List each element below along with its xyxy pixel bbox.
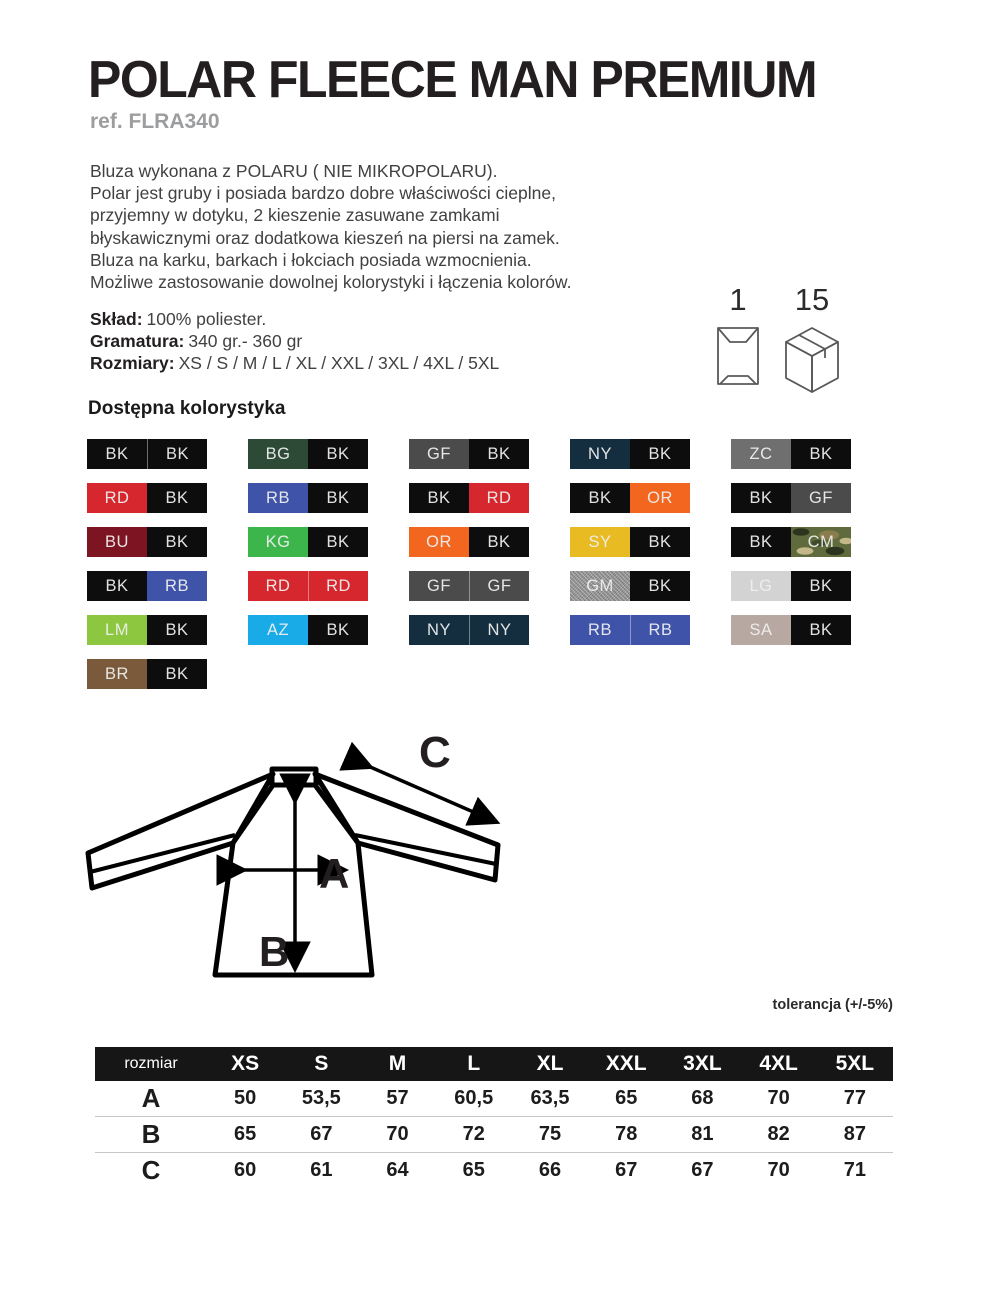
size-col-header: L — [436, 1047, 512, 1081]
color-swatch: BK — [791, 615, 851, 645]
measure-value: 64 — [386, 1159, 409, 1181]
measure-value: 61 — [310, 1159, 333, 1181]
color-swatch: RB — [630, 615, 690, 645]
color-swatch-pair — [248, 527, 368, 557]
color-swatch: RD — [469, 483, 529, 513]
measure-value: 50 — [207, 1081, 283, 1117]
measure-value: 68 — [664, 1081, 740, 1117]
size-col-header: XL — [512, 1047, 588, 1081]
color-swatch-pair — [570, 615, 690, 645]
color-swatch: KG — [248, 527, 308, 557]
color-swatch-pair — [731, 571, 851, 601]
jacket-measurement-diagram — [75, 712, 520, 992]
color-swatch-pair — [731, 483, 851, 513]
size-table — [95, 1047, 893, 1188]
color-swatch-pair — [87, 483, 207, 513]
packaging-box — [783, 283, 841, 394]
measure-value: 53,5 — [283, 1081, 359, 1117]
measure-label: A — [95, 1081, 207, 1117]
color-swatch-pair — [570, 483, 690, 513]
color-swatch-pair — [248, 483, 368, 513]
color-swatch: BK — [308, 439, 368, 469]
color-swatch: BK — [87, 439, 147, 469]
page-title: POLAR FLEECE MAN PREMIUM — [88, 51, 817, 109]
size-col-header: 4XL — [741, 1047, 817, 1081]
color-swatch-pair — [409, 527, 529, 557]
measure-value: 70 — [741, 1081, 817, 1117]
color-swatch-pair — [248, 571, 368, 601]
measure-value: 67 — [283, 1117, 359, 1153]
color-swatch: BK — [409, 483, 469, 513]
size-col-header: 3XL — [664, 1047, 740, 1081]
description-line: Możliwe zastosowanie dowolnej kolorystyki i łączenia kolorów. — [90, 272, 572, 293]
size-table-corner: rozmiar — [95, 1047, 207, 1081]
description-line: błyskawicznymi oraz dodatkowa kieszeń na piersi na zamek. — [90, 227, 560, 248]
measure-value: 71 — [843, 1159, 866, 1181]
measure-value: 60 — [233, 1159, 257, 1181]
color-swatch: BK — [147, 659, 207, 689]
color-swatch: BK — [308, 615, 368, 645]
measure-label: B — [95, 1117, 207, 1153]
color-swatch-pair — [570, 571, 690, 601]
color-swatch-pair — [87, 659, 207, 689]
color-swatch: BK — [630, 571, 690, 601]
color-swatch: OR — [409, 527, 469, 557]
size-col-header: S — [283, 1047, 359, 1081]
color-swatch-pair — [409, 439, 529, 469]
spec-label: Rozmiary: — [90, 353, 175, 374]
measure-value: 63,5 — [512, 1081, 588, 1117]
color-swatch: CM — [791, 527, 851, 557]
swatch-column — [731, 439, 851, 645]
size-table-body — [95, 1081, 893, 1188]
measure-row — [95, 1153, 893, 1189]
color-swatch: RD — [308, 571, 368, 601]
color-swatch: BK — [731, 483, 791, 513]
color-swatch-pair — [409, 483, 529, 513]
packaging-bag — [715, 283, 761, 394]
color-grid — [87, 439, 851, 689]
box-count: 15 — [794, 282, 830, 317]
size-col-header: XXL — [588, 1047, 664, 1081]
measure-value: 77 — [817, 1081, 893, 1117]
color-swatch: ZC — [731, 439, 791, 469]
spec-line-sklad — [90, 308, 499, 330]
colors-heading: Dostępna kolorystyka — [88, 398, 286, 419]
label-b: B — [259, 928, 290, 975]
product-ref: ref. FLRA340 — [90, 110, 220, 133]
measure-row — [95, 1081, 893, 1117]
color-swatch: OR — [630, 483, 690, 513]
measure-value: 60,5 — [436, 1081, 512, 1117]
color-swatch-pair — [248, 615, 368, 645]
jacket-outline — [88, 769, 498, 975]
color-swatch-pair — [731, 615, 851, 645]
measure-value: 81 — [664, 1117, 740, 1153]
color-swatch: AZ — [248, 615, 308, 645]
swatch-column — [248, 439, 368, 645]
color-swatch: RD — [87, 483, 147, 513]
measure-value: 57 — [359, 1081, 435, 1117]
color-swatch: RB — [248, 483, 308, 513]
measure-value: 82 — [741, 1117, 817, 1153]
measure-value: 65 — [462, 1159, 485, 1181]
color-swatch: RD — [248, 571, 308, 601]
spec-value: 340 gr.- 360 gr — [188, 331, 303, 352]
box-icon — [783, 326, 841, 394]
label-c: C — [419, 728, 451, 777]
description-line: przyjemny w dotyku, 2 kieszenie zasuwane zamkami — [90, 205, 500, 226]
tolerance-note: tolerancja (+/-5%) — [772, 997, 893, 1013]
swatch-column — [87, 439, 207, 689]
packaging-info — [703, 283, 853, 394]
color-swatch: SY — [570, 527, 630, 557]
description-line: Bluza na karku, barkach i łokciach posiada wzmocnienia. — [90, 249, 532, 270]
color-swatch-pair — [87, 571, 207, 601]
color-swatch: BK — [87, 571, 147, 601]
measure-value: 87 — [817, 1117, 893, 1153]
spec-value: XS / S / M / L / XL / XXL / 3XL / 4XL / 5XL — [178, 353, 500, 374]
color-swatch: GF — [409, 571, 469, 601]
color-swatch: BK — [147, 483, 207, 513]
color-swatch: BK — [308, 483, 368, 513]
measure-label: C — [141, 1155, 161, 1185]
label-a: A — [319, 850, 350, 897]
color-swatch: BU — [87, 527, 147, 557]
size-col-header: XS — [207, 1047, 283, 1081]
color-swatch: NY — [570, 439, 630, 469]
measure-value: 65 — [588, 1081, 664, 1117]
color-swatch: RB — [570, 615, 630, 645]
measure-value: 70 — [359, 1117, 435, 1153]
color-swatch: BK — [308, 527, 368, 557]
measure-value: 66 — [538, 1159, 562, 1181]
color-swatch-pair — [409, 615, 529, 645]
color-swatch: BK — [791, 571, 851, 601]
measure-value: 65 — [207, 1117, 283, 1153]
color-swatch: BK — [630, 527, 690, 557]
spec-value: 100% poliester. — [146, 309, 267, 329]
measure-value: 67 — [691, 1159, 714, 1181]
swatch-column — [570, 439, 690, 645]
spec-line-rozmiary — [90, 352, 499, 374]
measure-value: 72 — [436, 1117, 512, 1153]
color-swatch-pair — [87, 527, 207, 557]
color-swatch-pair — [731, 439, 851, 469]
bag-icon — [715, 326, 761, 386]
color-swatch: BK — [147, 615, 207, 645]
color-swatch: BK — [630, 439, 690, 469]
color-swatch-pair — [731, 527, 851, 557]
color-swatch: BK — [791, 439, 851, 469]
color-swatch: NY — [409, 615, 469, 645]
color-swatch: NY — [469, 615, 529, 645]
color-swatch: GF — [791, 483, 851, 513]
color-swatch: BK — [731, 527, 791, 557]
spec-label: Skład: — [90, 309, 143, 329]
spec-label: Gramatura: — [90, 331, 185, 352]
spec-line-gramatura — [90, 330, 499, 352]
color-swatch: BK — [147, 439, 207, 469]
color-swatch: GF — [469, 571, 529, 601]
size-table-header-row — [95, 1047, 893, 1081]
color-swatch-pair — [87, 439, 207, 469]
bag-count: 1 — [729, 282, 747, 317]
measure-value: 70 — [767, 1159, 790, 1181]
description-line: Bluza wykonana z POLARU ( NIE MIKROPOLARU). — [90, 161, 498, 181]
swatch-column — [409, 439, 529, 645]
color-swatch: RB — [147, 571, 207, 601]
size-col-header: M — [359, 1047, 435, 1081]
color-swatch: BK — [469, 527, 529, 557]
color-swatch: SA — [731, 615, 791, 645]
description-line: Polar jest gruby i posiada bardzo dobre właściwości cieplne, — [90, 183, 556, 204]
measure-value: 78 — [588, 1117, 664, 1153]
measure-value: 67 — [615, 1159, 638, 1181]
color-swatch: GF — [409, 439, 469, 469]
color-swatch: BK — [147, 527, 207, 557]
color-swatch-pair — [570, 439, 690, 469]
measure-value: 75 — [512, 1117, 588, 1153]
product-description — [90, 160, 571, 293]
color-swatch: LG — [731, 571, 791, 601]
size-col-header: 5XL — [817, 1047, 893, 1081]
product-specs — [90, 308, 499, 375]
color-swatch: BK — [570, 483, 630, 513]
color-swatch: LM — [87, 615, 147, 645]
color-swatch-pair — [570, 527, 690, 557]
color-swatch: BG — [248, 439, 308, 469]
size-table-section — [95, 1047, 893, 1188]
color-swatch: GM — [570, 571, 630, 601]
color-swatch-pair — [248, 439, 368, 469]
color-swatch-pair — [87, 615, 207, 645]
color-swatch-pair — [409, 571, 529, 601]
color-swatch: BR — [87, 659, 147, 689]
color-swatch: BK — [469, 439, 529, 469]
measure-row — [95, 1117, 893, 1153]
